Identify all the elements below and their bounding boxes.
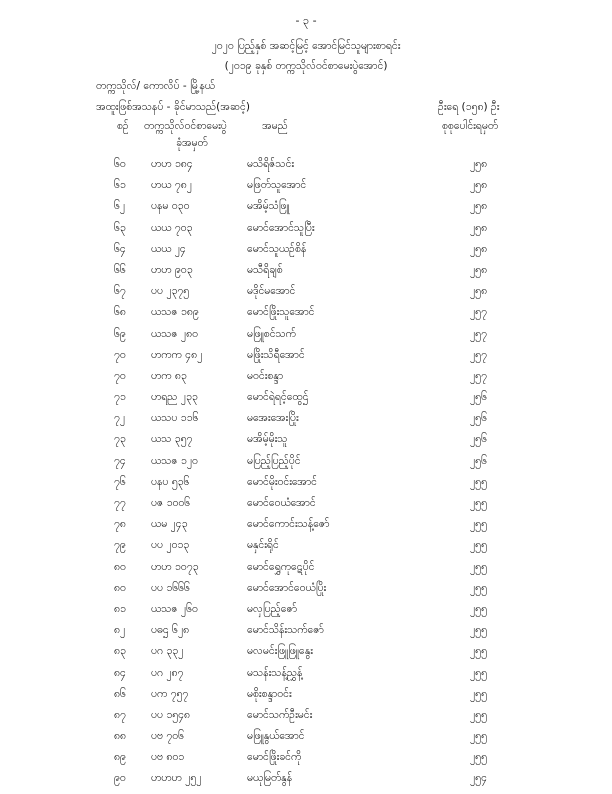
student-name: မောင်အောင်ဝေယံပြိုး — [247, 581, 327, 594]
roll-number: ယသပ ၁၁၆ — [151, 412, 199, 425]
table-row — [0, 476, 612, 497]
total-marks: ၂၅၆ — [470, 433, 487, 446]
table-row — [0, 285, 612, 306]
column-header-roll-sub: ခုံအမှတ် — [176, 137, 208, 149]
row-number: ၆၁ — [114, 179, 126, 192]
student-name: မောင်အောင်သူပြီး — [247, 221, 315, 234]
table-row — [0, 709, 612, 730]
column-header-roll: တက္ကသိုလ်ဝင်စာမေးပွဲ — [144, 120, 227, 132]
total-marks: ၂၅၆ — [470, 391, 487, 404]
table-row — [0, 328, 612, 349]
total-marks: ၂၅၅ — [470, 518, 487, 531]
total-marks: ၂၅၅ — [470, 730, 487, 743]
total-marks: ၂၅၅ — [470, 645, 487, 658]
student-name: မောင်မိုးဝင်းအောင် — [247, 475, 317, 488]
row-number: ၆၄ — [114, 242, 126, 255]
roll-number: ပပ ၁၆၆၆ — [151, 581, 190, 594]
row-number: ၇၁ — [114, 391, 126, 404]
roll-number: ဟက ၈၃ — [151, 369, 187, 382]
row-number: ၈၃ — [114, 645, 126, 658]
total-marks: ၂၅၄ — [470, 772, 487, 785]
roll-number: ဟဟဟ ၂၅၂ — [151, 772, 202, 785]
row-number: ၉၀ — [114, 772, 126, 785]
total-marks: ၂၅၅ — [470, 708, 487, 721]
total-marks: ၂၅၅ — [470, 475, 487, 488]
roll-number: ပဂ ၃၃၂ — [151, 645, 184, 658]
roll-number: ပဗ ၇၀၆ — [151, 730, 185, 743]
row-number: ၆၂ — [114, 200, 126, 213]
row-number: ၇၉ — [114, 539, 126, 552]
roll-number: ပပ ၂၃၇၅ — [151, 285, 190, 298]
table-row — [0, 667, 612, 688]
total-marks: ၂၅၈ — [470, 285, 488, 298]
student-name: မောင်သူယဉ်စိန် — [247, 242, 307, 255]
total-marks: ၂၅၅ — [470, 539, 487, 552]
row-number: ၈၈ — [114, 730, 126, 743]
row-number: ၆၀ — [114, 158, 126, 170]
table-row — [0, 391, 612, 412]
table-row — [0, 349, 612, 370]
total-marks: ၂၅၆ — [470, 412, 487, 425]
table-row — [0, 561, 612, 582]
student-name: မောင်သက်ဦးမင်း — [247, 708, 313, 721]
roll-number: ဟဟ ၉၀၃ — [151, 263, 193, 276]
column-header-name: အမည် — [262, 120, 288, 132]
table-row — [0, 688, 612, 709]
roll-number: ပဂ ၂၈၇ — [151, 666, 184, 679]
student-name: မအိမ့်သံဖြူ — [247, 200, 290, 213]
student-name: မောင်ဖြိုးသူအောင် — [247, 306, 315, 319]
total-marks: ၂၅၇ — [470, 369, 487, 382]
total-marks: ၂၅၆ — [470, 454, 487, 467]
student-name: မောင်ဖြိုးခင်ကို — [247, 751, 302, 764]
student-name: မသိရိဇ်သင်း — [247, 158, 295, 170]
district-label: အထူးဖြစ်အသနပ် - ခိုင်မာသည်(အဆင့်) — [96, 101, 250, 113]
roll-number: ပနမ ၀၃၀ — [151, 200, 190, 213]
student-name: မဖြိုးသိရီအောင် — [247, 348, 305, 361]
roll-number: ပဗ ၈၀၁ — [151, 751, 185, 764]
student-name: မလှပြည့်ဇော် — [247, 602, 298, 615]
table-row — [0, 455, 612, 476]
table-row — [0, 158, 612, 179]
row-number: ၆၃ — [114, 221, 126, 234]
student-name: မဖြူစင်သက် — [247, 327, 296, 340]
total-marks: ၂၅၅ — [470, 624, 487, 637]
row-number: ၈၀ — [114, 581, 126, 594]
roll-number: ဟဟ ၁၈၄ — [151, 158, 193, 170]
total-count: ဦးရေ (၁၅၈) ဦး — [438, 101, 500, 113]
total-marks: ၂၅၈ — [470, 263, 488, 276]
total-marks: ၂၅၈ — [470, 242, 488, 255]
total-marks: ၂၅၈ — [470, 179, 488, 192]
row-number: ၇၀ — [114, 348, 126, 361]
row-number: ၇၀ — [114, 369, 126, 382]
table-row — [0, 200, 612, 221]
total-marks: ၂၅၅ — [470, 602, 487, 615]
student-name: မအိမ့်မိုးသူ — [247, 433, 288, 446]
column-header-no: စဉ် — [117, 120, 129, 132]
row-number: ၇၆ — [114, 475, 126, 488]
table-row — [0, 370, 612, 391]
student-name: မောင်ရဲရင့်ထွေဌ် — [247, 391, 309, 404]
student-name: မစိုးစန္ဒာဝင်း — [247, 687, 292, 700]
total-marks: ၂၅၈ — [470, 221, 488, 234]
total-marks: ၂၅၅ — [470, 581, 487, 594]
roll-number: ဟကက ၄၈၂ — [151, 348, 203, 361]
table-row — [0, 518, 612, 539]
student-name: မယုမြတ်နွန် — [247, 772, 293, 785]
region-label: တက္ကသိုလ်/ ကောလိပ် - မြို့နယ် — [96, 80, 215, 92]
roll-number: ယသဇ ၂၈၀ — [151, 327, 198, 340]
total-marks: ၂၅၇ — [470, 348, 487, 361]
total-marks: ၂၅၅ — [470, 560, 487, 573]
roll-number: ပပ ၁၅၄၈ — [151, 708, 191, 721]
total-marks: ၂၅၅ — [470, 666, 487, 679]
table-row — [0, 603, 612, 624]
table-row — [0, 412, 612, 433]
row-number: ၆၇ — [114, 285, 126, 298]
total-marks: ၂၅၈ — [470, 158, 488, 170]
row-number: ၆၆ — [114, 263, 126, 276]
row-number: ၈၄ — [114, 666, 126, 679]
roll-number: ပဇ ၁၀၀၆ — [151, 497, 191, 509]
student-name: မအေးအေးပြိုး — [247, 412, 299, 425]
roll-number: ဟရည ၂၃၃ — [151, 391, 198, 404]
student-name: မသီရိချစ် — [247, 263, 283, 276]
table-row — [0, 179, 612, 200]
roll-number: ယသဇ ၁၈၉ — [151, 306, 199, 319]
roll-number: ယယ ၇၀၃ — [151, 221, 193, 234]
student-name: မဒိုင်မအောင် — [247, 285, 296, 298]
row-number: ၈၉ — [114, 751, 126, 764]
student-name: မနှင်းရိုင် — [247, 539, 279, 552]
roll-number: ယသဇ ၁၂၀ — [151, 454, 198, 467]
table-row — [0, 645, 612, 666]
roll-number: ဟယ ၇၈၂ — [151, 179, 192, 192]
table-row — [0, 624, 612, 645]
total-marks: ၂၅၇ — [470, 306, 487, 319]
total-marks: ၂၅၈ — [470, 200, 488, 213]
table-row — [0, 497, 612, 518]
total-marks: ၂၅၅ — [470, 751, 487, 764]
roll-number: ယသဇ ၂၆၀ — [151, 602, 198, 615]
page-subtitle: (၂၀၁၉ ခုနှစ် တက္ကသိုလ်ဝင်စာမေးပွဲအောင်) — [224, 60, 388, 72]
student-name: မဖြတ်သူအောင် — [247, 179, 307, 192]
row-number: ၇၂ — [114, 412, 126, 425]
table-row — [0, 243, 612, 264]
roll-number: ပဓဌ ၆၂၈ — [151, 624, 190, 637]
row-number: ၇၈ — [114, 518, 126, 531]
row-number: ၆၈ — [114, 306, 126, 319]
roll-number: ယမ ၂၄၃ — [151, 518, 188, 531]
row-number: ၈၇ — [114, 708, 126, 721]
results-table — [0, 158, 612, 794]
roll-number: ပက ၇၅၇ — [151, 687, 189, 700]
student-name: မသန်းသန့်ညွှန့် — [247, 666, 303, 679]
table-row — [0, 539, 612, 560]
row-number: ၇၇ — [114, 497, 126, 509]
row-number: ၆၉ — [114, 327, 126, 340]
student-name: မဖြူနွယ်အောင် — [247, 730, 305, 743]
row-number: ၈၁ — [114, 602, 126, 615]
row-number: ၈၀ — [114, 560, 126, 573]
table-row — [0, 772, 612, 793]
student-name: မောင်ကောင်းသန့်ဇော် — [247, 518, 330, 531]
student-name: မောင်သိန်းသက်ဇော် — [247, 624, 324, 637]
total-marks: ၂၅၅ — [470, 497, 487, 509]
total-marks: ၂၅၇ — [470, 327, 487, 340]
row-number: ၇၄ — [114, 454, 126, 467]
table-row — [0, 222, 612, 243]
table-row — [0, 751, 612, 772]
page-title: ၂၀၂၀ ပြည့်နှစ် အဆင့်မြင့် အောင်မြင်သူများစာရင်း — [211, 40, 401, 52]
row-number: ၈၂ — [114, 624, 126, 637]
roll-number: ယယ ၂၄ — [151, 242, 186, 255]
table-row — [0, 306, 612, 327]
roll-number: ပပ ၂၀၁၃ — [151, 539, 190, 552]
student-name: မလမင်းဖြူဖြူနွေး — [247, 645, 313, 658]
student-name: မပြည့်ပြည့်ပိုင် — [247, 454, 301, 467]
roll-number: ပနပ ၅၃၆ — [151, 475, 190, 488]
student-name: မောင်ဝေယံအောင် — [247, 497, 316, 509]
roll-number: ယသ ၃၅၇ — [151, 433, 193, 446]
row-number: ၈၆ — [114, 687, 126, 700]
page-number: - ၃ - — [295, 14, 317, 27]
roll-number: ဟဟ ၁၀၇၃ — [151, 560, 199, 573]
column-header-marks: စုစုပေါင်းရမှတ် — [442, 120, 499, 132]
total-marks: ၂၅၅ — [470, 687, 487, 700]
table-row — [0, 433, 612, 454]
row-number: ၇၃ — [114, 433, 126, 446]
student-name: မောင်ရွှေကုဋေပိုင် — [247, 560, 315, 573]
student-name: မဝင်းစန္ဒာ — [247, 369, 284, 382]
table-row — [0, 264, 612, 285]
table-row — [0, 730, 612, 751]
table-row — [0, 582, 612, 603]
